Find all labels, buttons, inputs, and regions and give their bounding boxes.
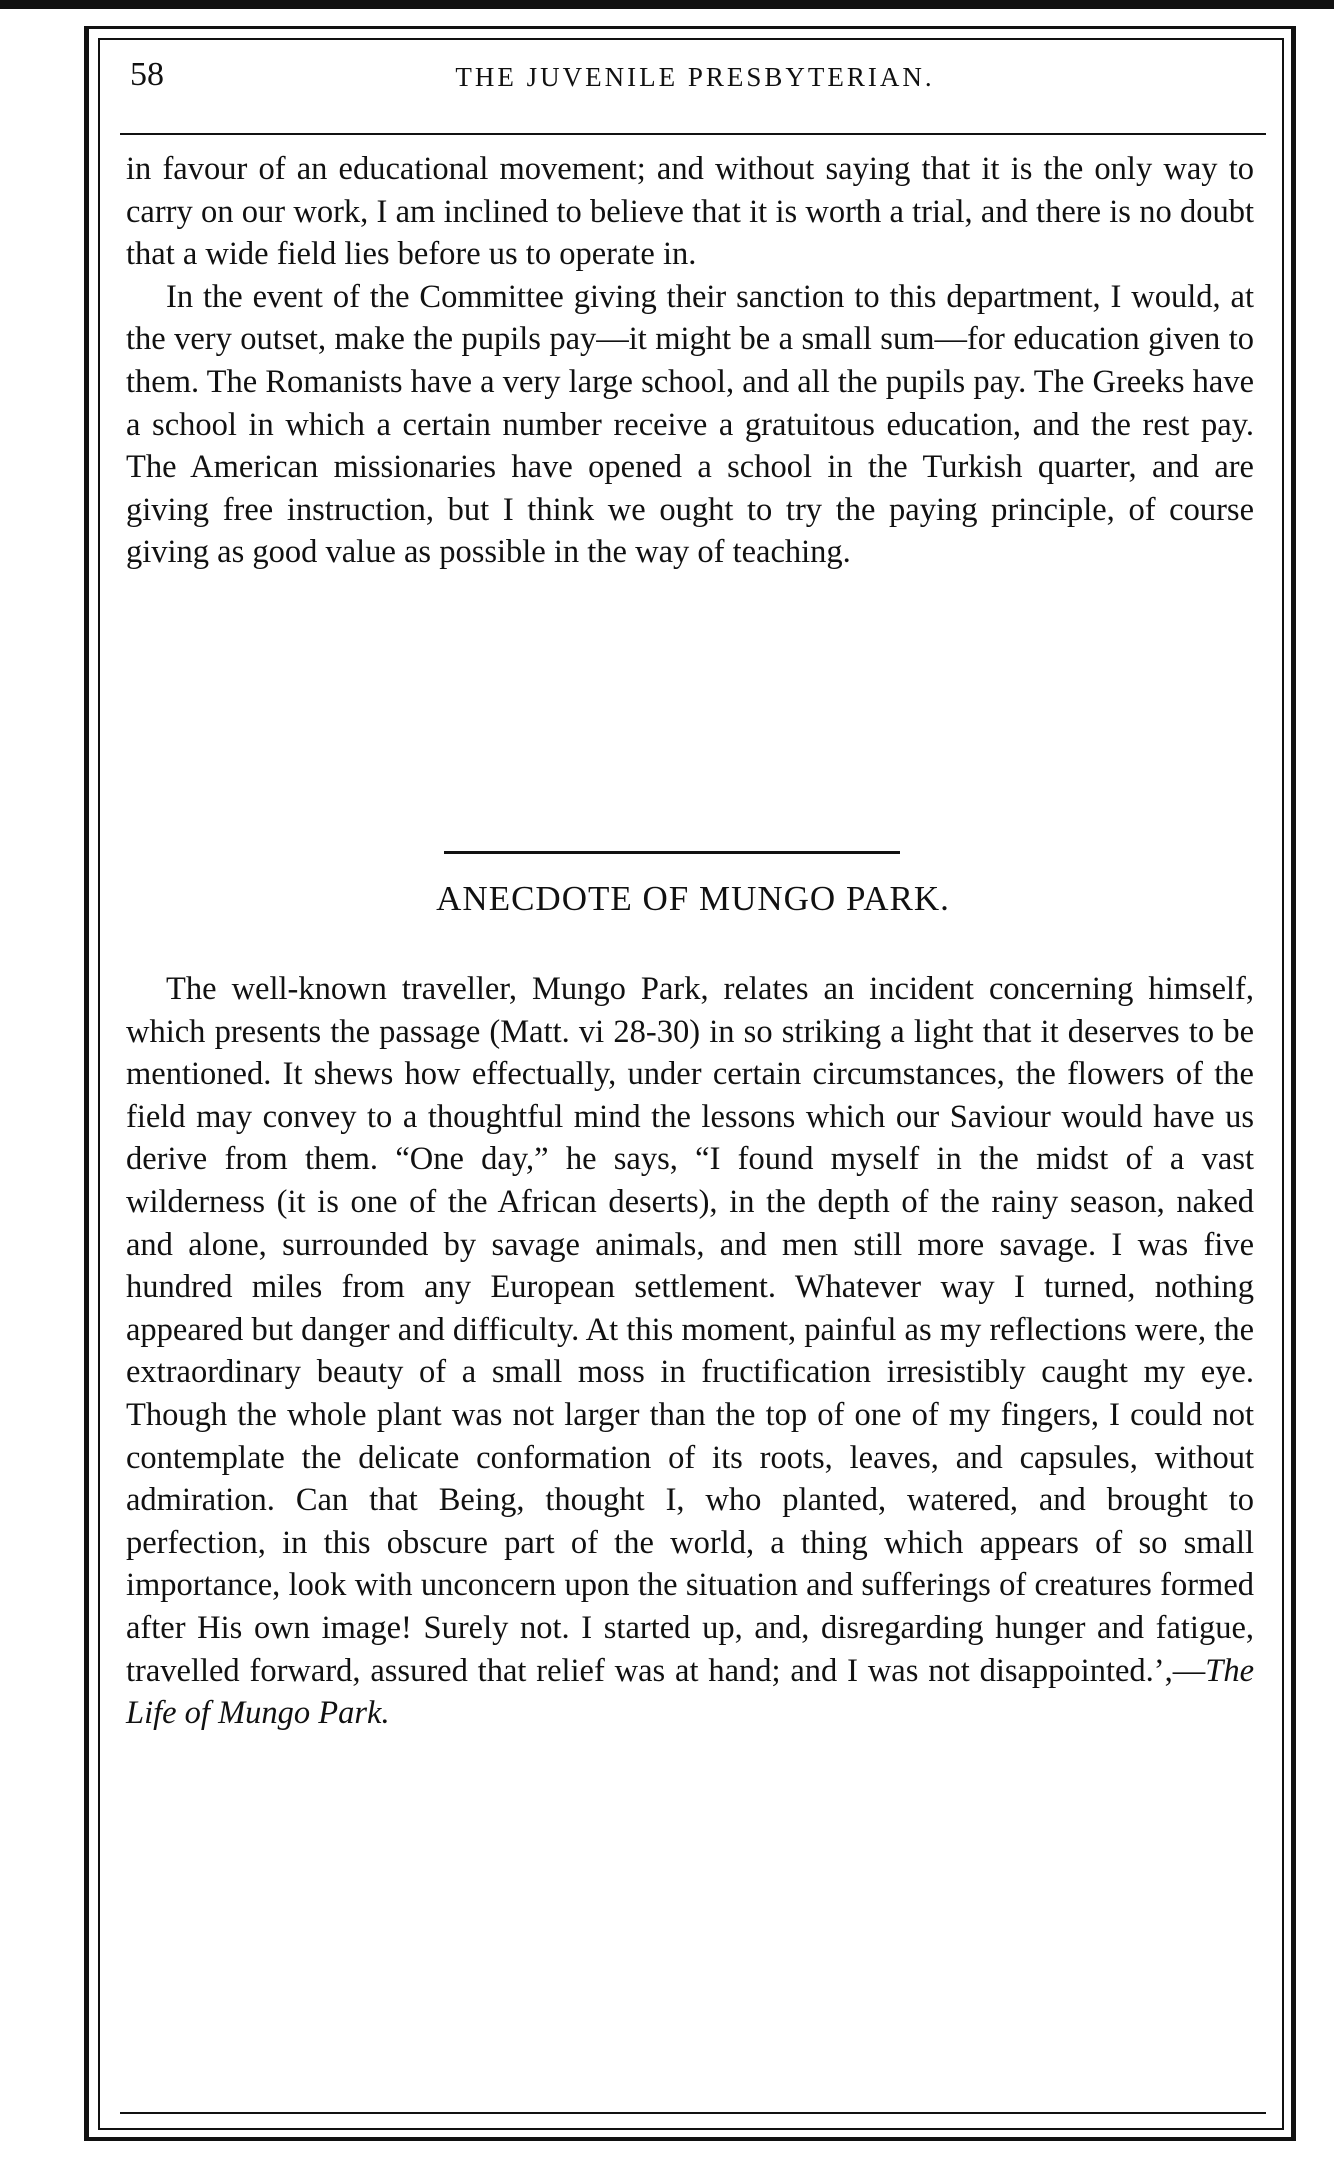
top-border (0, 0, 1334, 9)
bottom-rule (120, 2112, 1266, 2114)
article-educational-movement (126, 148, 1254, 574)
anecdote-text: The well-known traveller, Mungo Park, relates an incident concerning himself, which presents the passage (Matt. vi 28-30) in so striking a light that it deserves to be mentioned. It shews how effectually, under certain circumstances, the flowers of the field may convey to a thoughtful mind the lessons which our Saviour would have us derive from them. “One day,” he says, “I found myself in the midst of a vast wilderness (it is one of the African deserts), in the depth of the rainy season, naked and alone, surrounded by savage animals, and men still more savage. I was five hundred miles from any European settlement. Whatever way I turned, nothing appeared but danger and difficulty. At this moment, painful as my reflections were, the extraordinary beauty of a small moss in fructification irresistibly caught my eye. Though the whole plant was not larger than the top of one of my fingers, I could not contemplate the delicate conformation of its roots, leaves, and capsules, without admiration. Can that Being, thought I, who planted, watered, and brought to perfection, in this obscure part of the world, a thing which appears of so small importance, look with unconcern upon the situation and sufferings of creatures formed after His own image! Surely not. I started up, and, disregarding hunger and fatigue, travelled forward, assured that relief was at hand; and I was not disappointed.’,— (126, 971, 1254, 1689)
article-heading: ANECDOTE OF MUNGO PARK. (436, 879, 950, 918)
article-mungo-park (126, 968, 1254, 1735)
source-citation: The Life of Mungo Park. (126, 1652, 1254, 1732)
section-divider (444, 851, 900, 854)
page-header (130, 52, 1260, 112)
paragraph: in favour of an educational movement; and without saying that it is the only way to carry on our work, I am inclined to believe that it is worth a trial, and there is no doubt that a wide field lies before us to operate in. (126, 151, 1254, 273)
running-title: THE JUVENILE PRESBYTERIAN. (455, 62, 935, 92)
header-rule (120, 133, 1266, 135)
page-number: 58 (130, 56, 164, 93)
paragraph (126, 968, 1254, 1735)
paragraph: In the event of the Committee giving their sanction to this department, I would, at the very outset, make the pupils pay—it might be a small sum—for education given to them. The Romanists have a very large school, and all the pupils pay. The Greeks have a school in which a certain number receive a gratuitous education, and the rest pay. The American missionaries have opened a school in the Turkish quarter, and are giving free instruction, but I think we ought to try the paying principle, of course giving as good value as possible in the way of teaching. (126, 278, 1254, 571)
